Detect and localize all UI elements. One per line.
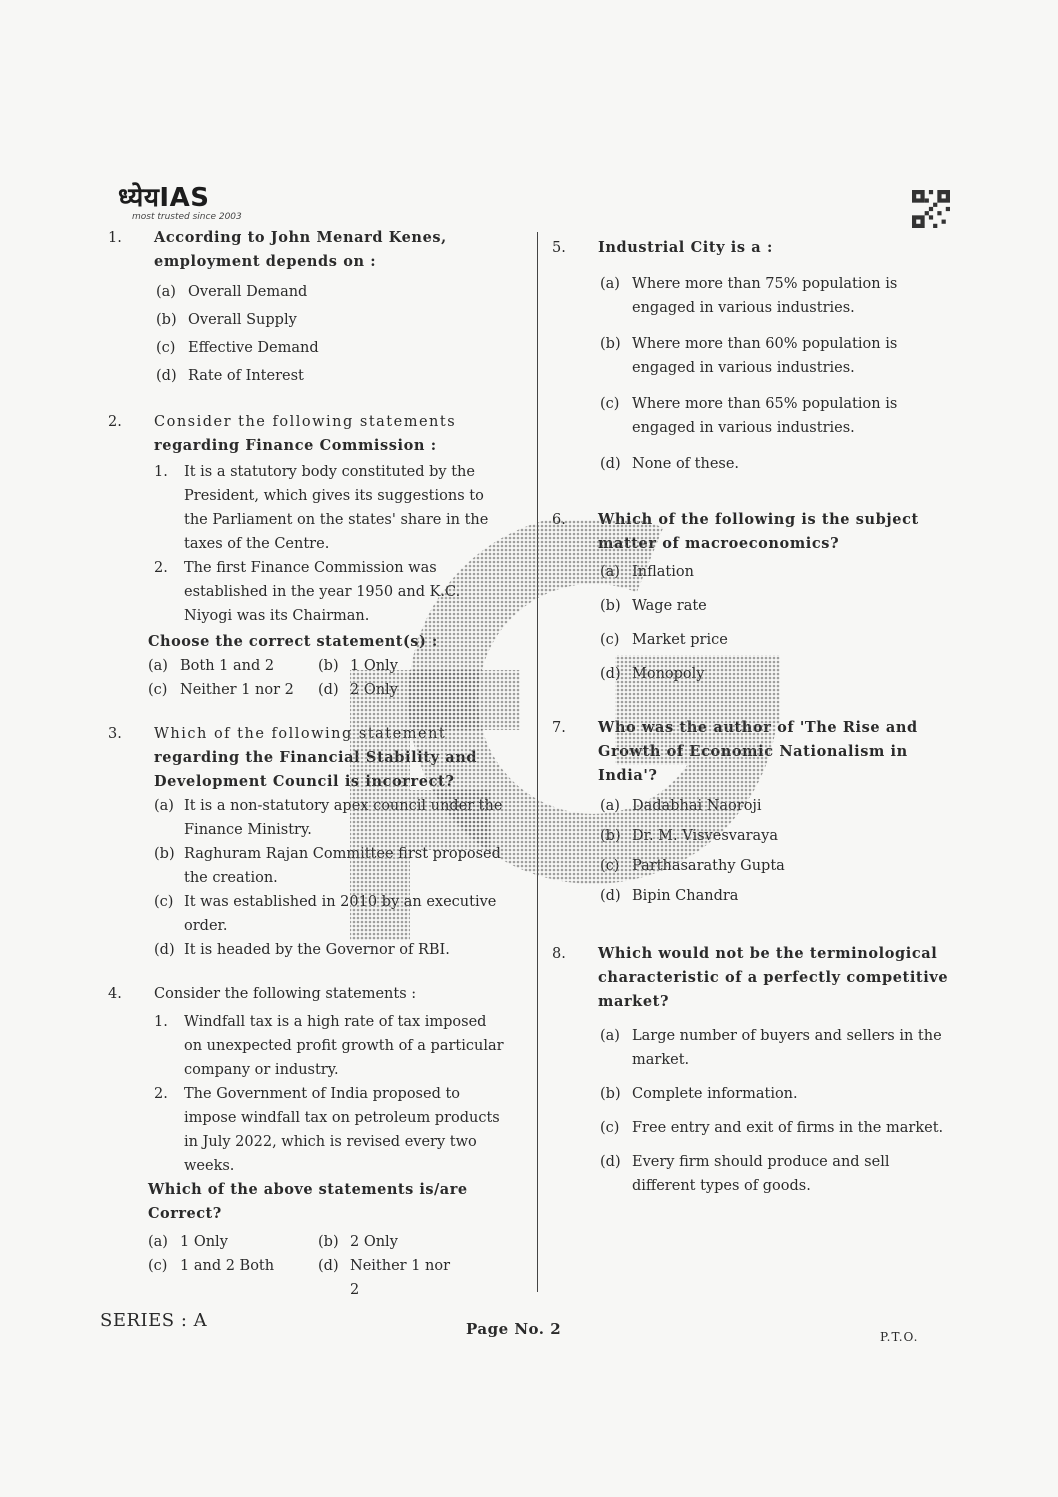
instruction: Which of the above statements is/are Correct?	[148, 1181, 468, 1222]
question-number: 7.	[552, 720, 566, 736]
question-number: 5.	[552, 240, 566, 256]
logo-tagline: most trusted since 2003	[132, 212, 242, 222]
option: (c) Neither 1 nor 2	[148, 682, 294, 698]
question-number: 8.	[552, 946, 566, 962]
option: (d) Neither 1 nor 2	[318, 1258, 451, 1298]
option: (c) 1 and 2 Both	[148, 1258, 275, 1274]
column-divider	[537, 232, 538, 1292]
instruction: Choose the correct statement(s) :	[148, 633, 438, 650]
option: (d) Rate of Interest	[156, 368, 304, 384]
pto-label: P.T.O.	[880, 1330, 919, 1344]
option: (a) Both 1 and 2	[148, 658, 275, 674]
question-7	[552, 716, 952, 908]
question-1	[108, 226, 508, 388]
question-text: According to John Menard Kenes, employment depends on :	[154, 229, 447, 270]
option: (b) 1 Only	[318, 658, 398, 674]
option: (c) Parthasarathy Gupta	[600, 858, 785, 874]
question-number: 6.	[552, 512, 566, 528]
dhyeya-ias-logo	[118, 178, 242, 222]
option: (b) Dr. M. Visvesvaraya	[600, 828, 779, 844]
option: (d) Bipin Chandra	[600, 888, 739, 904]
left-column	[108, 224, 508, 1302]
option: (a) Inflation	[600, 564, 694, 580]
statement: 2. The first Finance Commission was established in the year 1950 and K.C. Niyogi was its Chairman.	[154, 560, 461, 624]
option: (a) It is a non-statutory apex council under the Finance Ministry.	[154, 798, 503, 838]
option: (d) 2 Only	[318, 682, 398, 698]
question-4	[108, 982, 508, 1302]
option: (d) Every firm should produce and sell different types of goods.	[600, 1154, 890, 1194]
question-text: Consider the following statements	[154, 414, 457, 430]
option: (a) Overall Demand	[156, 284, 308, 300]
statement: 1. Windfall tax is a high rate of tax imposed on unexpected profit growth of a particular company or industry.	[154, 1014, 504, 1078]
option: (c) Market price	[600, 632, 728, 648]
options-grid	[148, 1230, 508, 1302]
option: (b) 2 Only	[318, 1234, 398, 1250]
question-8	[552, 942, 952, 1198]
option: (d) None of these.	[600, 456, 740, 472]
option: (d) It is headed by the Governor of RBI.	[154, 942, 450, 958]
option: (b) Complete information.	[600, 1086, 798, 1102]
option: (a) 1 Only	[148, 1234, 228, 1250]
question-number: 4.	[108, 986, 122, 1002]
option: (b) Raghuram Rajan Committee first proposed the creation.	[154, 846, 501, 886]
options-grid	[148, 654, 508, 702]
question-3	[108, 722, 508, 962]
question-6	[552, 508, 952, 686]
option: (c) Where more than 65% population is engaged in various industries.	[600, 396, 898, 436]
page-number: Page No. 2	[466, 1320, 562, 1338]
statement: 2. The Government of India proposed to impose windfall tax on petroleum products in July 2022, which is revised every two weeks.	[154, 1086, 500, 1174]
question-number: 1.	[108, 230, 122, 246]
option: (b) Overall Supply	[156, 312, 297, 328]
question-text: Which of the following is the subject matter of macroeconomics?	[598, 511, 919, 552]
question-text-bold: regarding Finance Commission :	[154, 437, 437, 454]
question-text: Which of the following statement	[154, 726, 447, 742]
option: (c) Free entry and exit of firms in the market.	[600, 1120, 944, 1136]
question-number: 3.	[108, 726, 122, 742]
right-column	[552, 236, 952, 1198]
question-text: Who was the author of 'The Rise and Growth of Economic Nationalism in India'?	[598, 719, 918, 784]
option: (d) Monopoly	[600, 666, 705, 682]
question-text-bold: regarding the Financial Stability and Development Council is incorrect?	[154, 749, 478, 790]
option: (b) Where more than 60% population is engaged in various industries.	[600, 336, 898, 376]
statement: 1. It is a statutory body constituted by the President, which gives its suggestions to the Parliament on the states' share in the taxes of the Centre.	[154, 464, 489, 552]
question-number: 2.	[108, 414, 122, 430]
option: (a) Large number of buyers and sellers in the market.	[600, 1028, 942, 1068]
question-text: Industrial City is a :	[598, 239, 773, 256]
option: (b) Wage rate	[600, 598, 707, 614]
question-5	[552, 236, 952, 476]
qr-code-icon	[912, 190, 950, 228]
option: (a) Where more than 75% population is engaged in various industries.	[600, 276, 898, 316]
option: (a) Dadabhai Naoroji	[600, 798, 762, 814]
question-2	[108, 410, 508, 702]
option: (c) Effective Demand	[156, 340, 319, 356]
option: (c) It was established in 2010 by an executive order.	[154, 894, 497, 934]
series-label: SERIES : A	[100, 1310, 208, 1331]
logo-text: ध्येयIAS	[118, 183, 210, 213]
question-text: Which would not be the terminological characteristic of a perfectly competitive market?	[598, 945, 949, 1010]
question-text: Consider the following statements :	[154, 986, 417, 1002]
